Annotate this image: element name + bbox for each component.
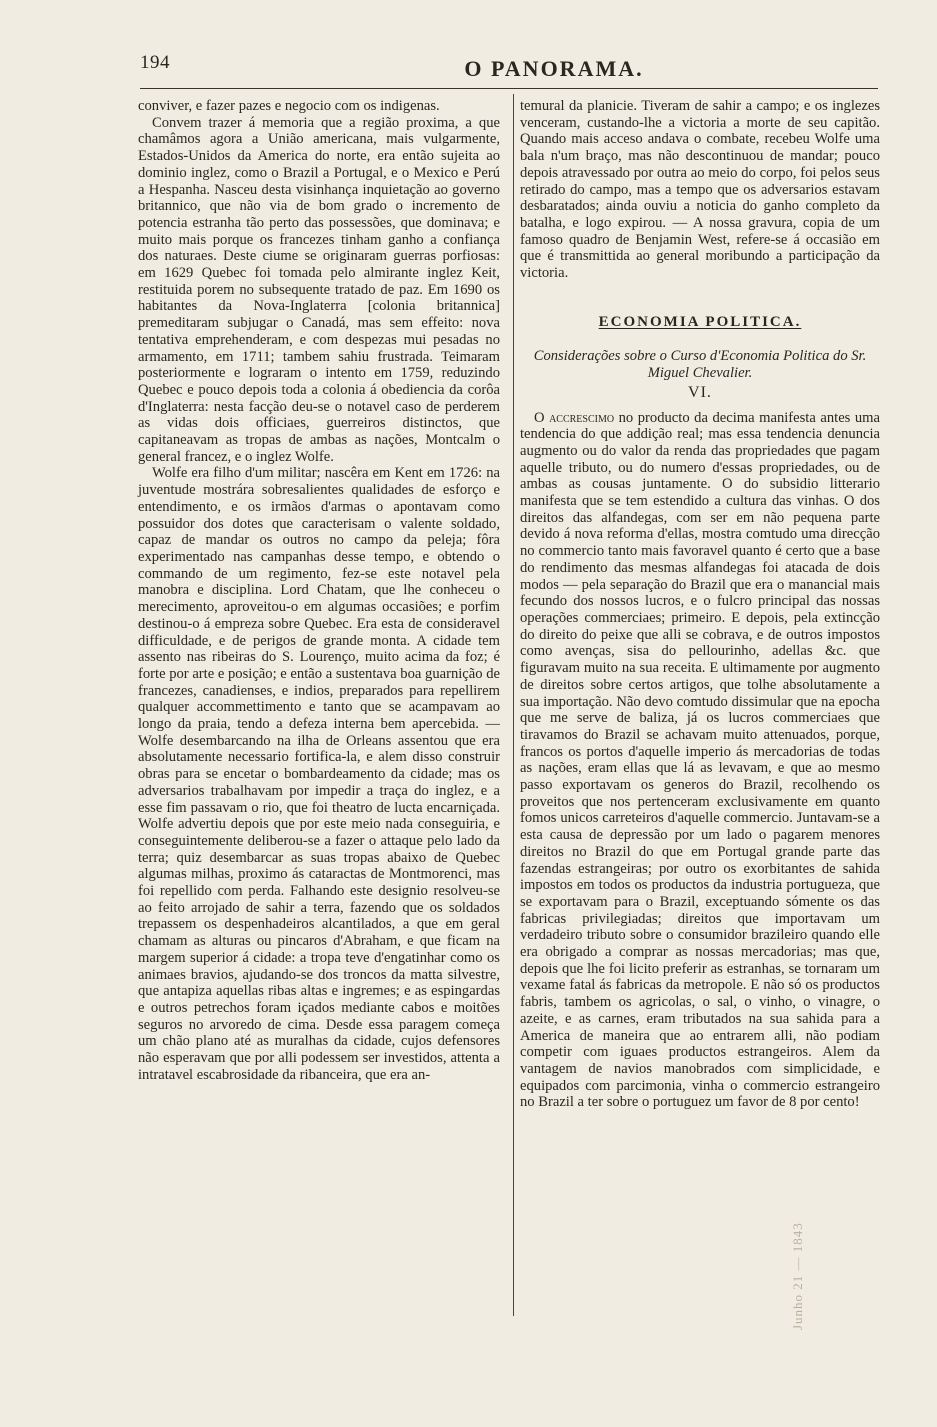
page-header xyxy=(140,50,878,86)
article-body-text: no producto da decima manifesta antes uma tendencia do que addição real; mas essa tendencia denuncia augmento ou do valor da renda das propriedades que pagam aquelle tributo, ou do numero d'essas propriedades, ou de ambas as cousas juntamente. O do subsidio litterario manifesta que se tem estendido a cultura das vinhas. O dos direitos das alfandegas, com ser em não pequena parte devido á nova reforma d'ellas, mostra comtudo uma direcção no commercio tanto mais favoravel quanto é certo que a base do rendimento das mesmas alfandegas foi atacada de dois modos — pela separação do Brazil que era o manancial mais fecundo dos nossos lucros, e o fulcro principal das nossas operações commerciaes; primeiro. E depois, pela extincção do direito do peixe que alli se cobrava, e de outros impostos como avenças, sisa do pellourinho, adellas &c. que figuravam muito na sua receita. E ultimamente por augmento de direitos sobre certos artigos, que tolhe absolutamente a sua importação. Não devo comtudo dissimular que na epocha que me serve de baliza, já os lucros commerciaes que tiravamos do Brazil se achavam muito attenuados, porque, francos os portos d'aquelle imperio ás mercadorias de todas as nações, eram ellas que lá as levavam, e que ao mesmo passo exportavam os generos do Brazil, recolhendo os proveitos que nos pertenceram exclusivamente em quanto fomos unicos carreteiros d'aquelle commercio. Juntavam-se a esta causa de depressão por um lado o pagarem menores direitos no Brazil do que em Portugal grande parte das fazendas estrangeiras; por outro os exorbitantes de sahida impostos em todos os productos da industria portugueza, que se exportavam para o Brazil, exceptuando sómente os das fabricas privilegiadas; direitos que importavam um verdadeiro tributo sobre o consumidor brazileiro quando elle era obrigado a comprar as nossas mercadorias; mas que, depois que lhe foi licito preferir as estranhas, se tornaram um vexame fatal ás fabricas da metropole. E não só os productos fabris, tambem os agricolas, o sal, o vinho, o vinagre, o azeite, e as carnes, eram tributados na sua sahida para a America de maneira que ao entrarem alli, não podiam competir com iguaes productos estrangeiros. Alem da vantagem de navios manobrados com simplicidade, e equipados com parcimonia, vinha o commercio estrangeiro no Brazil a ter sobre o portuguez um favor de 8 por cento! xyxy=(520,409,881,1111)
page-number: 194 xyxy=(140,52,170,73)
section-title: ECONOMIA POLITICA. xyxy=(598,313,802,330)
header-rule xyxy=(140,88,878,89)
margin-stamp: Junho 21 — 1843 xyxy=(790,1222,805,1330)
article-number: VI. xyxy=(688,383,712,401)
paragraph: Convem trazer á memoria que a região proxima, a que chamâmos agora a União americana, mais vulgarmente, Estados-Unidos da America do norte, era então sujeita ao dominio inglez, como o Brazil a Portugal, e o Mexico e Perú a Hespanha. Nasceu desta visinhança inquietação ao governo britannico, que não via de bom grado o incremento de potencia estranha tão perto das possessões, que dominava; e muito mais porque os francezes tinham ganho a confiança dos naturaes. Deste ciume se originaram guerras porfiosas: em 1629 Quebec foi tomada pelo almirante inglez Keit, restituida porem no subsequente tratado de paz. Em 1690 os habitantes da Nova-Inglaterra [colonia britannica] premeditaram subjugar o Canadá, mas sem effeito: nova tentativa emprehenderam, e com despezas mui pesadas no armamento, em 1711; tambem sahiu frustrada. Teimaram posteriormente e lograram o intento em 1759, reduzindo Quebec e pouco depois toda a colonia á obediencia da corôa d'Inglaterra: nesta facção deu-se o notavel caso de perderem as vidas dois officiaes, guerreiros distinctos, que capitaneavam as tropas de ambas as nações, Montcalm o general francez, e o inglez Wolfe. xyxy=(138,114,500,465)
lead-word: O accrescimo xyxy=(534,409,615,426)
left-column xyxy=(138,98,500,1083)
journal-title: O PANORAMA. xyxy=(464,56,644,81)
column-divider xyxy=(513,94,514,1316)
paragraph: Wolfe era filho d'um militar; nascêra em Kent em 1726: na juventude mostrára sobresalientes qualidades de esforço e entendimento, e os irmãos d'armas o apontavam como possuidor dos dotes que caracterisam o valente soldado, capaz de mandar os outros no campo da peleja; fôra experimentado nas campanhas desse tempo, e obtendo o commando de um regimento, fez-se este notavel pela manobra e disciplina. Lord Chatam, que lhe conheceu o merecimento, aproveitou-o em algumas occasiões; e porfim destinou-o á empreza sobre Quebec. Era esta de consideravel difficuldade, e de perigos de grande monta. A cidade tem assento nas ribeiras do S. Lourenço, muito acima da foz; é forte por arte e posição; e então a sustentava boa guarnição de francezes, canadienses, e indios, preparados para repellirem qualquer accommettimento e tanto que se acampavam ao longo da praia, tendo a defeza interna bem apercebida. — Wolfe desembarcando na ilha de Orleans assentou que era absolutamente necessario fortifica-la, e alem disso construir obras para se encetar o bombardeamento da cidade; mas os adversarios trabalhavam por impedir a traça do inglez, e a esse fim passavam o rio, que foi theatro de lucta encarniçada. Wolfe advertiu depois que por este meio nada conseguiria, e conseguintemente deliberou-se a fazer o attaque pelo lado da terra; quiz desembarcar as suas tropas abaixo de Quebec algumas milhas, proximo ás cataractas de Montmorenci, mas foi repellido com perda. Falhando este designio resolveu-se ao feito arrojado de sahir a terra, fazendo que os soldados trepassem os despenhadeiros alcantilados, a que em geral chamam as alturas ou pincaros d'Abraham, e que ficam na margem superior á cidade: a tropa teve d'engatinhar como os animaes bravios, ajudando-se dos troncos da matta silvestre, que antapiza aquellas ribas altas e ingremes; e as espingardas e outros petrechos foram içados mediante cabos e moitões seguros no arvoredo de cima. Desde essa paragem começa um chão plano até as muralhas da cidade, cujos defensores não esperavam que por alli podessem ser investidos, attenta a intratavel escabrosidade da ribanceira, que era an- xyxy=(138,465,500,1083)
paragraph: temural da planicie. Tiveram de sahir a campo; e os inglezes venceram, custando-lhe a victoria a morte de seu capitão. Quando mais acceso andava o combate, recebeu Wolfe uma bala n'um braço, mas não descontinuou de mandar; pouco depois atravessado por outra ao meio do corpo, foi pelos seus retirado do campo, mas a tempo que os adversarios estavam desbaratados; ainda ouviu a noticia do ganho completo da batalha, e logo expirou. — A nossa gravura, copia de um famoso quadro de Benjamin West, refere-se á occasião em que é transmittida ao general moribundo a participação da victoria. xyxy=(520,98,880,282)
article-title: Considerações sobre o Curso d'Economia Politica do Sr. Miguel Chevalier. xyxy=(533,348,867,382)
article-body xyxy=(520,410,880,1112)
right-column xyxy=(520,98,880,1111)
paragraph: conviver, e fazer pazes e negocio com os indigenas. xyxy=(138,98,440,114)
